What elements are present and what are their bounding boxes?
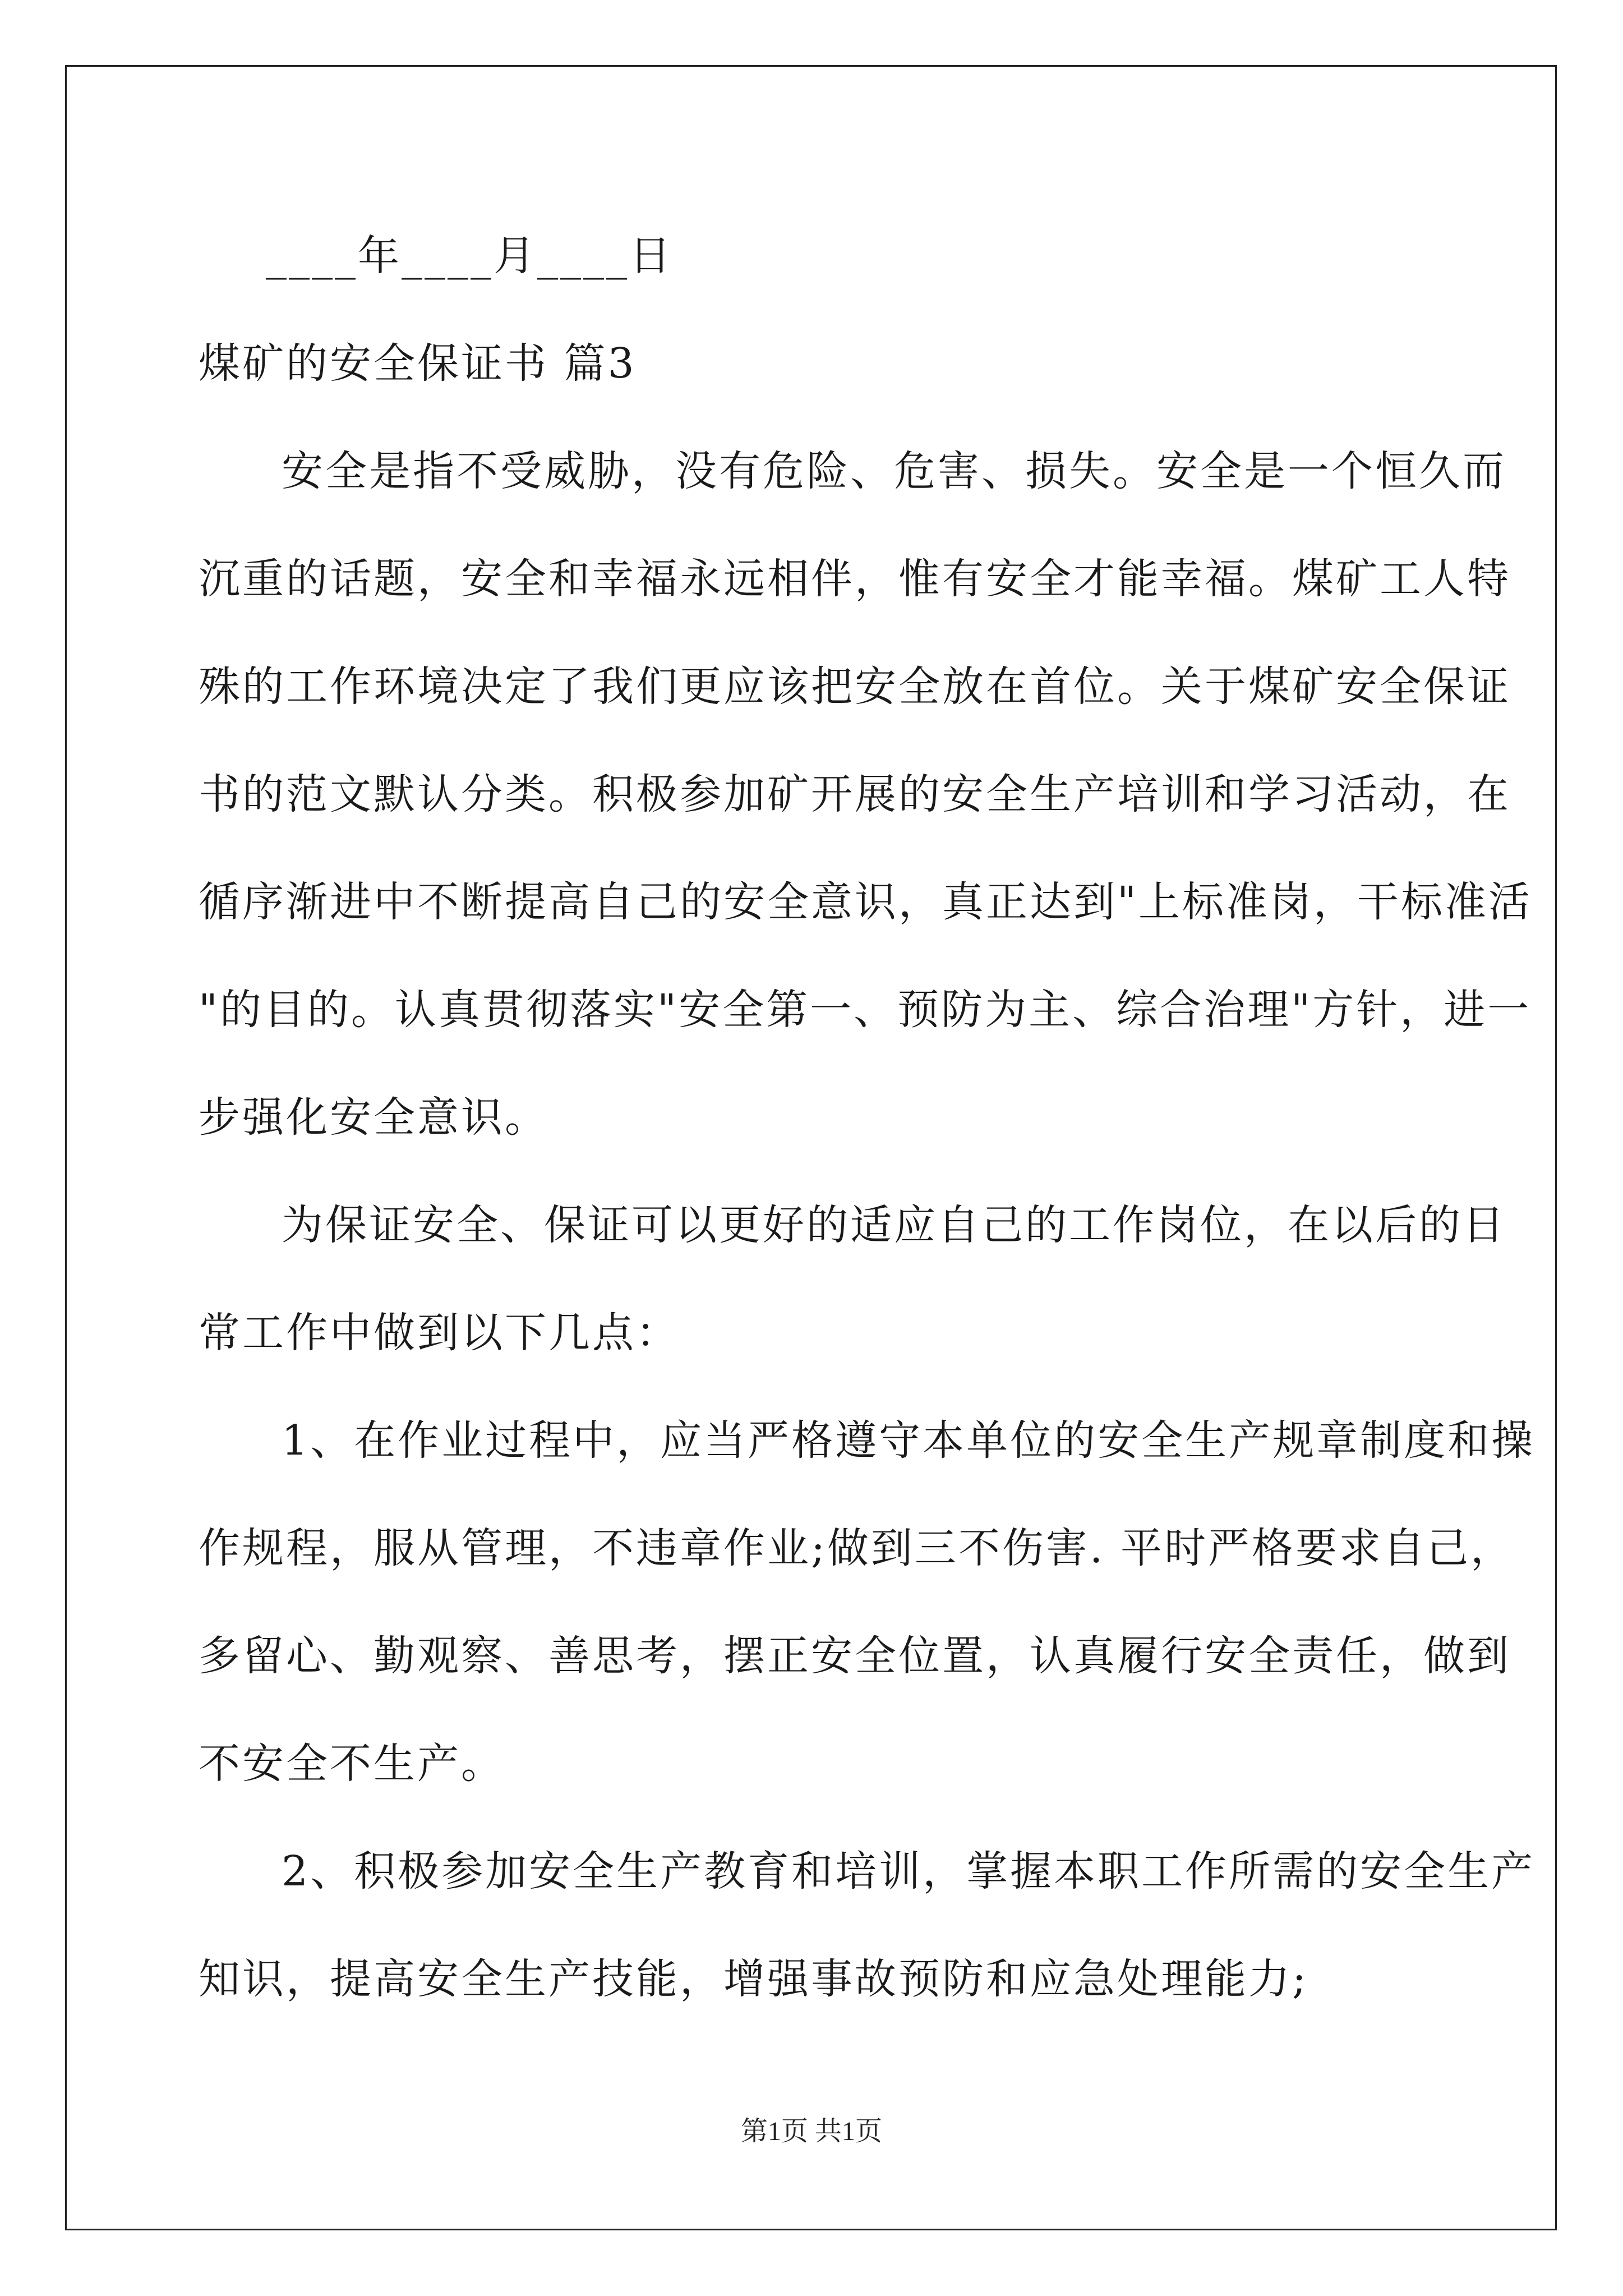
page-footer: 第1页 共1页 <box>740 2116 882 2146</box>
paragraph-line: 殊的工作环境决定了我们更应该把安全放在首位。关于煤矿安全保证 <box>199 662 1511 711</box>
paragraph-line: 不安全不生产。 <box>199 1740 505 1788</box>
paragraph-line: 2、积极参加安全生产教育和培训，掌握本职工作所需的安全生产 <box>282 1847 1536 1895</box>
paragraph-line: 多留心、勤观察、善思考，摆正安全位置，认真履行安全责任，做到 <box>199 1632 1511 1680</box>
paragraph-4 <box>199 1818 1536 2033</box>
paragraph-line: 作规程，服从管理，不违章作业;做到三不伤害. 平时严格要求自己， <box>199 1524 1514 1572</box>
paragraph-3 <box>199 1387 1536 1818</box>
paragraph-line: 安全是指不受威胁，没有危险、危害、损失。安全是一个恒久而 <box>282 447 1506 495</box>
paragraph-line: 沉重的话题，安全和幸福永远相伴，惟有安全才能幸福。煤矿工人特 <box>199 555 1511 603</box>
section-title: 煤矿的安全保证书 篇3 <box>199 339 637 388</box>
paragraph-line: 知识，提高安全生产技能，增强事故预防和应急处理能力; <box>199 1955 1308 2003</box>
paragraph-line: 常工作中做到以下几点： <box>199 1309 680 1357</box>
paragraph-line: 为保证安全、保证可以更好的适应自己的工作岗位，在以后的日 <box>282 1201 1506 1249</box>
document-body <box>199 202 1536 2033</box>
paragraph-line: 循序渐进中不断提高自己的安全意识，真正达到"上标准岗，干标准活 <box>199 878 1533 926</box>
paragraph-line: 步强化安全意识。 <box>199 1093 548 1142</box>
paragraph-line: "的目的。认真贯彻落实"安全第一、预防为主、综合治理"方针，进一 <box>199 986 1532 1034</box>
paragraph-2 <box>199 1171 1506 1387</box>
date-line: ____年____月____日 <box>266 232 673 280</box>
paragraph-line: 书的范文默认分类。积极参加矿开展的安全生产培训和学习活动，在 <box>199 770 1511 818</box>
paragraph-line: 1、在作业过程中，应当严格遵守本单位的安全生产规章制度和操 <box>282 1416 1536 1465</box>
paragraph-1 <box>199 417 1533 1171</box>
